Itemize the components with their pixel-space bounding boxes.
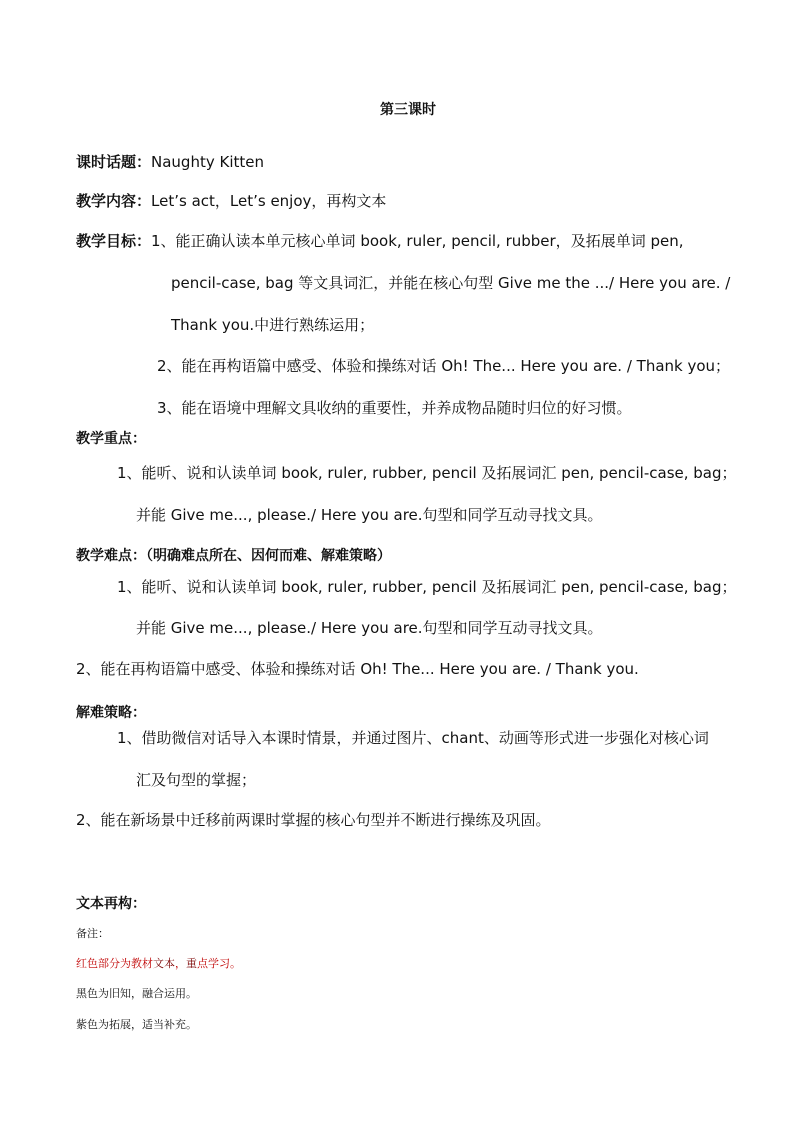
objective-item-1: 1、能正确认读本单元核心单词 book, ruler, pencil, rubber，及拓展单词 pen, (151, 232, 684, 250)
objective-item-1-line-2: pencil-case, bag 等文具词汇，并能在核心句型 Give me the .../ Here you are. / (171, 274, 731, 292)
content-line (76, 190, 386, 211)
topic-line (76, 151, 264, 172)
difficulties-label: 教学难点：（明确难点所在、因何而难、解难策略） (76, 548, 391, 564)
note-purple: 紫色为拓展，适当补充。 (76, 1018, 197, 1031)
key-point-item-1-line-2: 并能 Give me..., please./ Here you are.句型和同学互动寻找文具。 (136, 506, 603, 524)
objectives-line-1 (76, 230, 683, 251)
strategy-item-1-line-2: 汇及句型的掌握； (136, 771, 257, 789)
topic-label: 课时话题： (76, 153, 152, 171)
difficulty-item-1-line-2: 并能 Give me..., please./ Here you are.句型和同学互动寻找文具。 (136, 619, 603, 637)
note-black: 黑色为旧知，融合运用。 (76, 987, 197, 1000)
reconstruction-label: 文本再构： (76, 896, 146, 912)
key-points-label: 教学重点： (76, 431, 146, 447)
note-red (76, 955, 241, 971)
objective-item-1-line-3: Thank you.中进行熟练运用； (171, 316, 375, 334)
strategy-item-1: 1、借助微信对话导入本课时情景，并通过图片、chant、动画等形式进一步强化对核心词 (117, 729, 709, 747)
note-red-text-c: ， (175, 957, 186, 970)
page-title: 第三课时 (380, 102, 436, 118)
topic-value: Naughty Kitten (151, 153, 264, 171)
difficulty-item-1: 1、能听、说和认读单词 book, ruler, rubber, pencil 及拓展词汇 pen, pencil-case, bag； (117, 578, 737, 596)
note-red-text-b: 文本 (153, 957, 175, 970)
strategies-label: 解难策略： (76, 705, 146, 721)
note-red-text-d: 重 (186, 957, 197, 970)
strategy-item-2: 2、能在新场景中迁移前两课时掌握的核心句型并不断进行操练及巩固。 (76, 811, 551, 829)
content-value: Let’s act，Let’s enjoy，再构文本 (151, 192, 387, 210)
note-label: 备注： (76, 927, 109, 940)
content-label: 教学内容： (76, 192, 152, 210)
objectives-label: 教学目标： (76, 232, 152, 250)
objective-item-2: 2、能在再构语篇中感受、体验和操练对话 Oh! The... Here you are. / Thank you； (157, 357, 731, 375)
note-red-text-a: 红色部分为教材 (76, 957, 153, 970)
difficulty-item-2: 2、能在再构语篇中感受、体验和操练对话 Oh! The... Here you are. / Thank you. (76, 660, 639, 678)
key-point-item-1: 1、能听、说和认读单词 book, ruler, rubber, pencil 及拓展词汇 pen, pencil-case, bag； (117, 464, 737, 482)
note-red-text-e: 点学习。 (197, 957, 241, 970)
objective-item-3: 3、能在语境中理解文具收纳的重要性，并养成物品随时归位的好习惯。 (157, 399, 632, 417)
